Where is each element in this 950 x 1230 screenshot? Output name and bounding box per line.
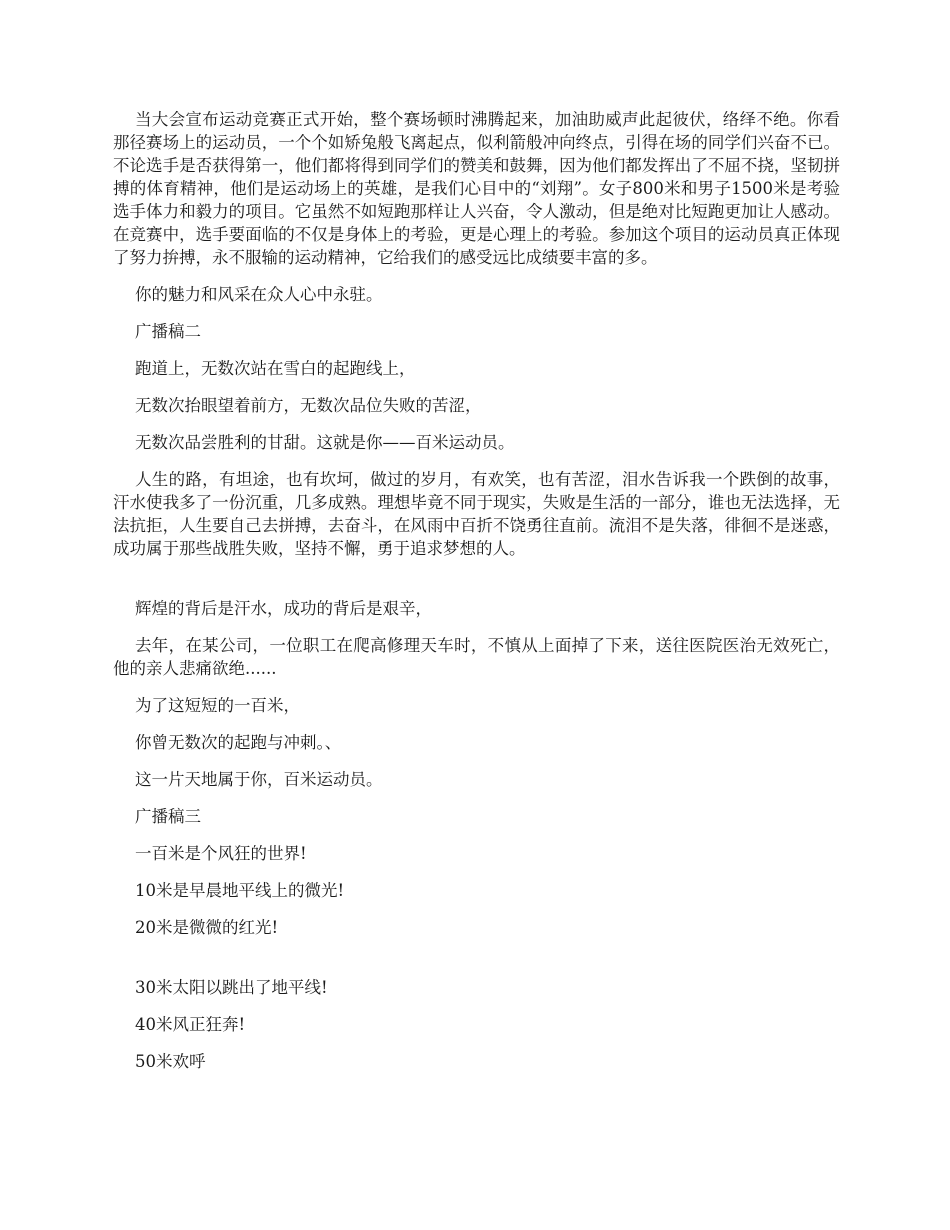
section-heading-broadcast-three: 广播稿三 xyxy=(135,807,201,826)
poem-line: 辉煌的背后是汗水，成功的背后是艰辛， xyxy=(135,599,432,618)
poem-line: 一百米是个风狂的世界! xyxy=(135,844,307,863)
spacer xyxy=(113,953,840,976)
poem-line: 10米是早晨地平线上的微光! xyxy=(135,881,345,900)
poem-line: 20米是微微的红光! xyxy=(135,918,279,937)
spacer xyxy=(113,574,840,597)
poem-line: 40米风正狂奔! xyxy=(135,1015,246,1034)
paragraph-charm: 你的魅力和风采在众人心中永驻。 xyxy=(135,285,383,304)
section-heading-broadcast-two: 广播稿二 xyxy=(135,322,201,341)
poem-line: 跑道上，无数次站在雪白的起跑线上， xyxy=(135,359,416,378)
poem-line: 无数次品尝胜利的甘甜。这就是你——百米运动员。 xyxy=(135,433,515,452)
poem-line: 你曾无数次的起跑与冲刺。、 xyxy=(135,733,342,752)
poem-line: 无数次抬眼望着前方，无数次品位失败的苦涩， xyxy=(135,396,482,415)
document-page xyxy=(113,108,840,1087)
poem-line: 50米欢呼 xyxy=(135,1052,206,1071)
poem-line: 这一片天地属于你，百米运动员。 xyxy=(135,770,383,789)
poem-line: 30米太阳以跳出了地平线! xyxy=(135,978,328,997)
poem-line: 为了这短短的一百米， xyxy=(135,696,300,715)
paragraph-life-road: 人生的路，有坦途，也有坎坷，做过的岁月，有欢笑，也有苦涩，泪水告诉我一个跌倒的故事，汗水使我多了一份沉重，几多成熟。理想毕竟不同于现实，失败是生活的一部分，谁也无法选择，无法抗拒，人生要自己去拼搏，去奋斗，在风雨中百折不饶勇往直前。流泪不是失落，徘徊不是迷惑，成功属于那些战胜失败，坚持不懈，勇于追求梦想的人。 xyxy=(113,470,840,558)
paragraph-sports-meet-intro: 当大会宣布运动竞赛正式开始，整个赛场顿时沸腾起来，加油助威声此起彼伏，络绎不绝。你看那径赛场上的运动员，一个个如矫兔般飞离起点，似利箭般冲向终点，引得在场的同学们兴奋不已。不论选手是否获得第一，他们都将得到同学们的赞美和鼓舞，因为他们都发挥出了不屈不挠，坚韧拼搏的体育精神，他们是运动场上的英雄，是我们心目中的“刘翔”。女子800米和男子1500米是考验选手体力和毅力的项目。它虽然不如短跑那样让人兴奋，令人激动，但是绝对比短跑更加让人感动。在竞赛中，选手要面临的不仅是身体上的考验，更是心理上的考验。参加这个项目的运动员真正体现了努力拚搏，永不服输的运动精神，它给我们的感受远比成绩要丰富的多。 xyxy=(113,110,840,267)
paragraph-accident: 去年，在某公司，一位职工在爬高修理天车时，不慎从上面掉了下来，送往医院医治无效死亡，他的亲人悲痛欲绝...... xyxy=(113,636,840,678)
